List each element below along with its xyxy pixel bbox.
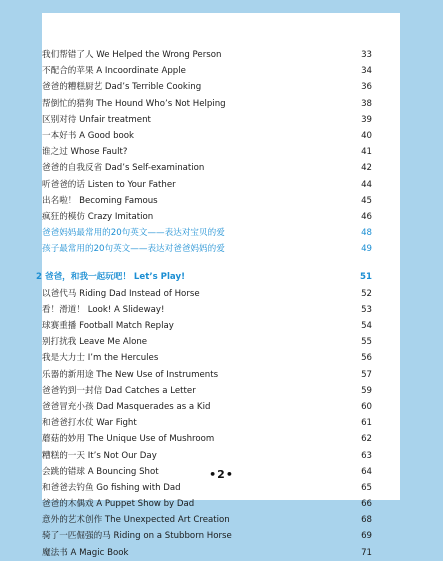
- toc-page: 62: [361, 434, 372, 445]
- toc-title: 我是大力士 I’m the Hercules: [42, 353, 159, 364]
- toc-title: 爸爸的自我反省 Dad’s Self-examination: [42, 163, 205, 174]
- toc-page: 55: [361, 337, 372, 348]
- toc-title: 以爸代马 Riding Dad Instead of Horse: [42, 288, 200, 299]
- toc-title: 爸爸的糟糕厨艺 Dad’s Terrible Cooking: [42, 82, 202, 93]
- toc-title: 区别对待 Unfair treatment: [42, 114, 151, 125]
- toc-page: 46: [361, 211, 372, 222]
- toc-entry: [42, 512, 372, 528]
- toc-page: 34: [361, 66, 372, 77]
- toc-title: 爸爸的木偶戏 A Puppet Show by Dad: [42, 499, 195, 510]
- toc-title: 不配合的苹果 A Incoordinate Apple: [42, 66, 186, 77]
- toc-title: 疯狂的模仿 Crazy Imitation: [42, 211, 154, 222]
- toc-page: 59: [361, 385, 372, 396]
- toc-title: 和爸爸去钓鱼 Go fishing with Dad: [42, 482, 181, 493]
- toc-title: 别打扰我 Leave Me Alone: [42, 337, 148, 348]
- toc-title: 孩子最常用的20句英文——表达对爸爸妈妈的爱: [42, 244, 225, 255]
- toc-entry: [42, 47, 372, 63]
- toc-entry: [42, 63, 372, 79]
- toc-entry: [42, 318, 372, 334]
- toc-entry: [42, 367, 372, 383]
- toc-entry: [42, 177, 372, 193]
- toc-title: 我们帮错了人 We Helped the Wrong Person: [42, 50, 222, 60]
- toc-page: 51: [360, 272, 372, 283]
- toc-entry: [42, 79, 372, 95]
- toc-page: 53: [361, 304, 372, 315]
- toc-page: 49: [361, 244, 372, 255]
- toc-page: 66: [361, 499, 372, 510]
- toc-entry: [42, 334, 372, 350]
- toc-title: 乐器的新用途 The New Use of Instruments: [42, 369, 219, 380]
- toc-entry: [42, 209, 372, 225]
- toc-entry: [42, 241, 372, 257]
- toc-page: 64: [361, 466, 372, 477]
- toc-title: 帮倒忙的猎狗 The Hound Who’s Not Helping: [42, 98, 226, 109]
- toc-page: 71: [361, 547, 372, 558]
- toc-page: 39: [361, 114, 372, 125]
- toc-title: 出名啦！ Becoming Famous: [42, 195, 158, 206]
- toc-entry: [42, 496, 372, 512]
- toc-title: 球赛重播 Football Match Replay: [42, 321, 174, 331]
- toc-entry: [42, 160, 372, 176]
- toc-entry: [42, 350, 372, 366]
- toc-entry: [42, 415, 372, 431]
- toc-page: 48: [361, 228, 372, 239]
- toc-page: 69: [361, 531, 372, 542]
- toc-title: 骑了一匹倔强的马 Riding on a Stubborn Horse: [42, 531, 232, 542]
- toc-entry: [42, 480, 372, 496]
- toc-title: 爸爸冒充小孩 Dad Masquerades as a Kid: [42, 401, 211, 412]
- toc-page: 41: [361, 147, 372, 158]
- toc-page: 61: [361, 418, 372, 429]
- toc-title: 听爸爸的话 Listen to Your Father: [42, 179, 176, 190]
- toc-page: 63: [361, 450, 372, 461]
- toc-page: 65: [361, 482, 372, 493]
- toc-title: 爸爸钓到一封信 Dad Catches a Letter: [42, 385, 196, 396]
- toc-page: 44: [361, 179, 372, 190]
- toc-title: 糟糕的一天 It’s Not Our Day: [42, 450, 157, 461]
- toc-page: 42: [361, 163, 372, 174]
- toc-title: 蘑菇的妙用 The Unique Use of Mushroom: [42, 434, 215, 445]
- toc-entry: [42, 225, 372, 241]
- toc-title: 谁之过 Whose Fault?: [42, 147, 128, 158]
- toc-page: 33: [361, 50, 372, 60]
- toc-page: 60: [361, 401, 372, 412]
- toc-page: 68: [361, 515, 372, 526]
- toc-entry: [42, 302, 372, 318]
- toc-page: 56: [361, 353, 372, 364]
- toc-title: 一本好书 A Good book: [42, 130, 135, 141]
- section-heading: [36, 269, 372, 285]
- toc-entry: [42, 528, 372, 544]
- toc-title: 爸爸妈妈最常用的20句英文——表达对宝贝的爱: [42, 228, 225, 239]
- toc-page: 45: [361, 195, 372, 206]
- toc-entry: [42, 96, 372, 112]
- toc-page: 54: [361, 321, 372, 331]
- toc-page: 52: [361, 288, 372, 299]
- toc-entry: [42, 144, 372, 160]
- toc-page: 36: [361, 82, 372, 93]
- toc-page: 57: [361, 369, 372, 380]
- toc-title: 会跳的错球 A Bouncing Shot: [42, 466, 159, 477]
- section-gap: [42, 257, 372, 269]
- toc-entry: [42, 545, 372, 561]
- toc-entry: [42, 431, 372, 447]
- toc-entry: [42, 128, 372, 144]
- toc-entry: [42, 399, 372, 415]
- toc-page: 38: [361, 98, 372, 109]
- page-number: •2•: [209, 468, 234, 481]
- toc-title: 和爸爸打水仗 War Fight: [42, 418, 137, 429]
- toc-entry: [42, 193, 372, 209]
- table-of-contents: [36, 47, 372, 561]
- toc-title: 2 爸爸，和我一起玩吧！ Let’s Play!: [36, 272, 185, 283]
- toc-title: 看！滑道！ Look! A Slideway!: [42, 304, 165, 315]
- toc-title: 意外的艺术创作 The Unexpected Art Creation: [42, 515, 230, 526]
- toc-entry: [42, 112, 372, 128]
- toc-entry: [42, 383, 372, 399]
- toc-entry: [42, 448, 372, 464]
- toc-page: 40: [361, 130, 372, 141]
- toc-entry: [42, 286, 372, 302]
- toc-title: 魔法书 A Magic Book: [42, 547, 129, 558]
